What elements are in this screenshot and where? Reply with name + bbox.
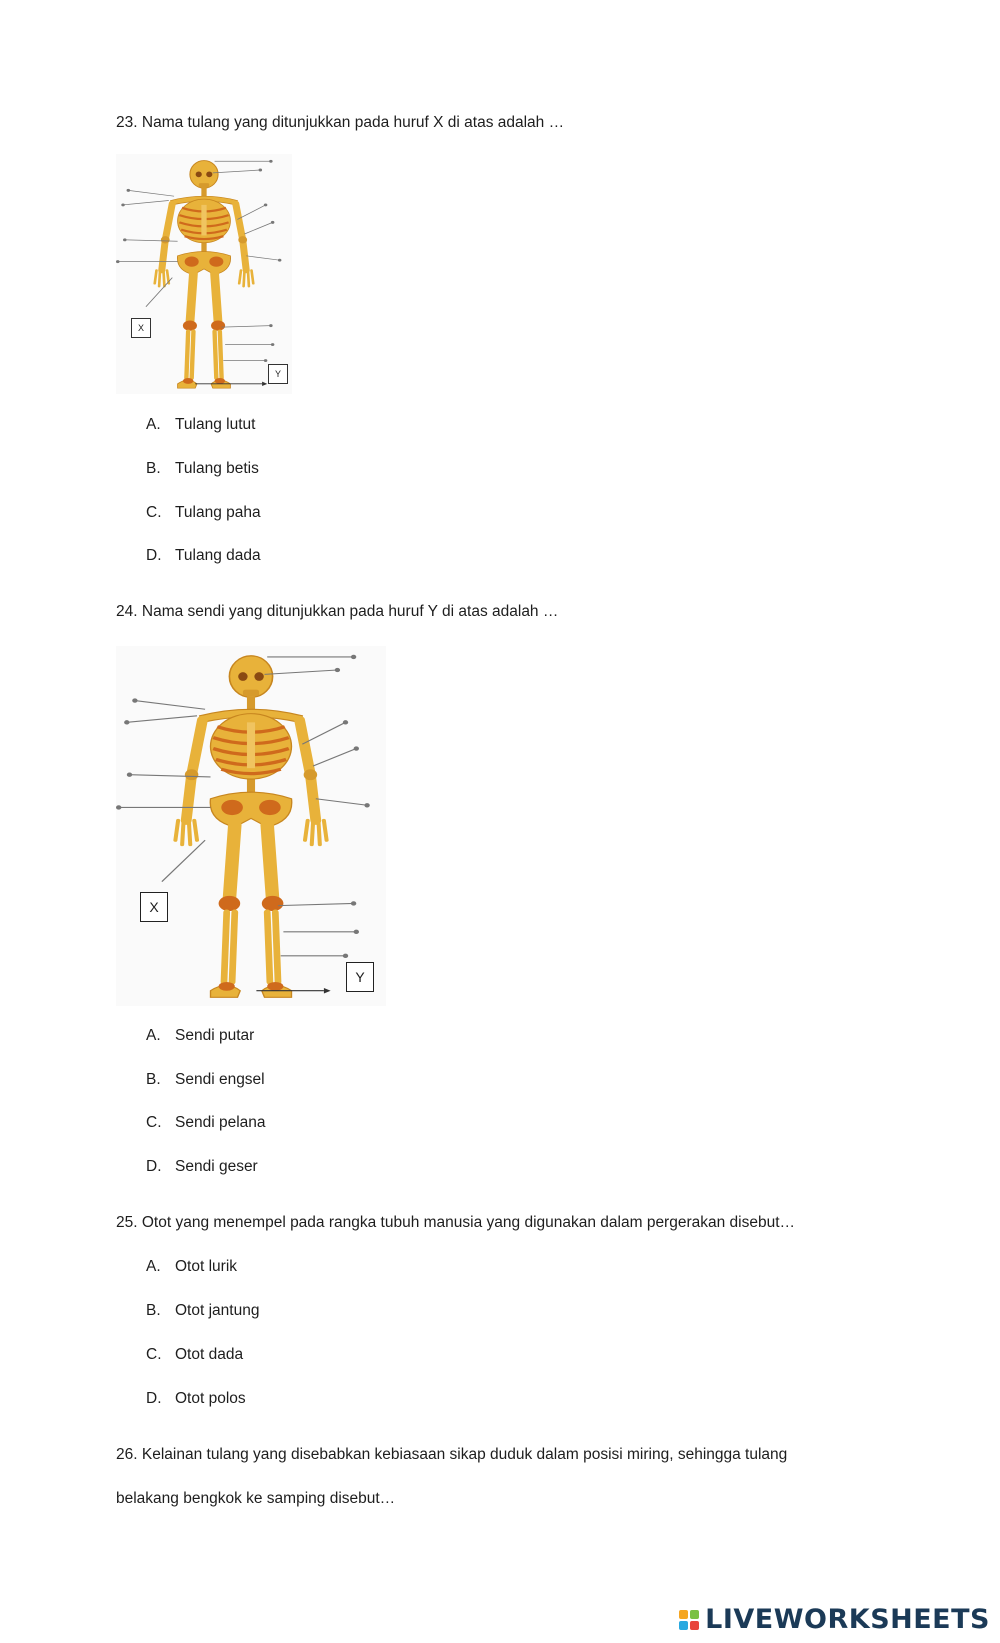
option-letter: C. bbox=[146, 1346, 162, 1363]
label-y-box: Y bbox=[346, 962, 374, 992]
option-24-b[interactable] bbox=[146, 1071, 265, 1089]
option-23-d[interactable] bbox=[146, 547, 261, 565]
question-24-text bbox=[116, 603, 558, 621]
option-23-a[interactable] bbox=[146, 416, 255, 434]
question-prompt-continued: belakang bengkok ke samping disebut… bbox=[116, 1490, 396, 1507]
liveworksheets-logo-icon bbox=[679, 1610, 699, 1630]
skeleton-diagram bbox=[116, 154, 292, 394]
question-prompt: Nama tulang yang ditunjukkan pada huruf X di atas adalah … bbox=[141, 114, 565, 131]
option-text: Otot polos bbox=[175, 1390, 246, 1407]
option-text: Sendi geser bbox=[175, 1158, 258, 1175]
option-25-a[interactable] bbox=[146, 1258, 237, 1276]
skeleton-figure-2 bbox=[116, 646, 386, 1006]
option-letter: A. bbox=[146, 1027, 161, 1044]
option-text: Otot jantung bbox=[175, 1302, 260, 1319]
question-number: 25. bbox=[116, 1214, 138, 1231]
option-text: Sendi pelana bbox=[175, 1114, 266, 1131]
option-24-a[interactable] bbox=[146, 1027, 254, 1045]
skeleton-diagram bbox=[116, 646, 386, 1006]
option-25-c[interactable] bbox=[146, 1346, 243, 1364]
option-letter: D. bbox=[146, 1158, 162, 1175]
question-26-line-2 bbox=[116, 1490, 395, 1508]
question-number: 23. bbox=[116, 114, 138, 131]
option-letter: D. bbox=[146, 1390, 162, 1407]
option-text: Otot dada bbox=[175, 1346, 244, 1363]
option-text: Sendi engsel bbox=[175, 1071, 265, 1088]
question-number: 26. bbox=[116, 1446, 138, 1463]
question-25-text bbox=[116, 1214, 795, 1232]
option-25-b[interactable] bbox=[146, 1302, 259, 1320]
liveworksheets-logo[interactable] bbox=[679, 1604, 990, 1635]
label-x-box: X bbox=[131, 318, 151, 338]
skeleton-figure-1 bbox=[116, 154, 292, 394]
question-prompt: Otot yang menempel pada rangka tubuh manusia yang digunakan dalam pergerakan disebut… bbox=[141, 1214, 796, 1231]
option-text: Tulang lutut bbox=[175, 416, 256, 433]
option-24-d[interactable] bbox=[146, 1158, 258, 1176]
option-text: Tulang betis bbox=[175, 460, 259, 477]
option-letter: A. bbox=[146, 1258, 161, 1275]
option-text: Tulang dada bbox=[175, 547, 261, 564]
label-x-box: X bbox=[140, 892, 168, 922]
option-letter: B. bbox=[146, 1071, 161, 1088]
question-number: 24. bbox=[116, 603, 138, 620]
option-23-c[interactable] bbox=[146, 504, 261, 522]
option-letter: A. bbox=[146, 416, 161, 433]
option-letter: C. bbox=[146, 504, 162, 521]
question-23-text bbox=[116, 114, 564, 132]
option-letter: C. bbox=[146, 1114, 162, 1131]
option-letter: D. bbox=[146, 547, 162, 564]
option-24-c[interactable] bbox=[146, 1114, 266, 1132]
liveworksheets-logo-text: LIVEWORKSHEETS bbox=[705, 1604, 990, 1635]
label-y-box: Y bbox=[268, 364, 288, 384]
option-23-b[interactable] bbox=[146, 460, 259, 478]
option-text: Otot lurik bbox=[175, 1258, 238, 1275]
question-prompt: Kelainan tulang yang disebabkan kebiasaan sikap duduk dalam posisi miring, sehingga tulang bbox=[141, 1446, 788, 1463]
option-text: Sendi putar bbox=[175, 1027, 255, 1044]
option-25-d[interactable] bbox=[146, 1390, 246, 1408]
option-text: Tulang paha bbox=[175, 504, 261, 521]
option-letter: B. bbox=[146, 460, 161, 477]
question-26-line-1 bbox=[116, 1446, 787, 1464]
option-letter: B. bbox=[146, 1302, 161, 1319]
question-prompt: Nama sendi yang ditunjukkan pada huruf Y di atas adalah … bbox=[141, 603, 559, 620]
